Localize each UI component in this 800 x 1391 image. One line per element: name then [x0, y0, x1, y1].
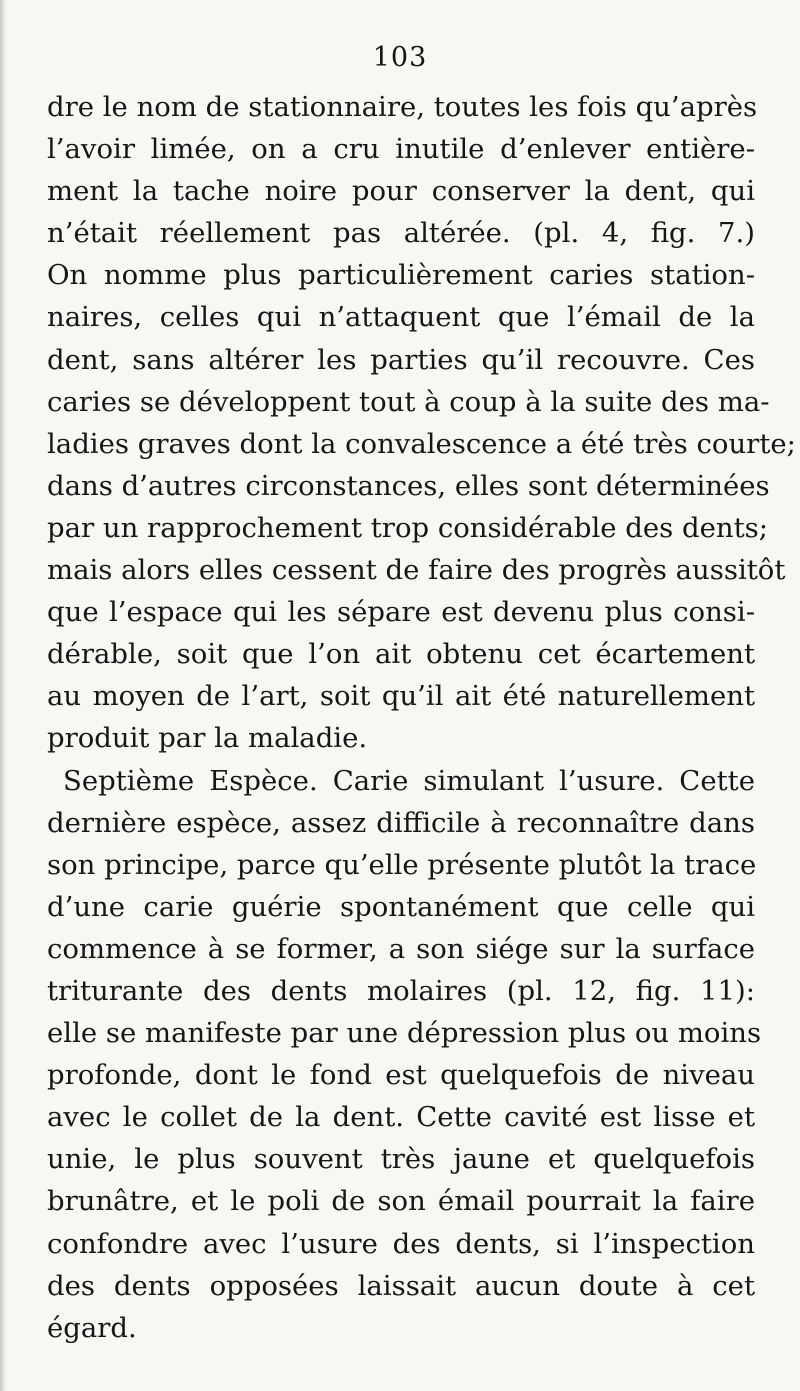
text-line: profonde, dont le fond est quelquefois de niveau	[47, 1059, 755, 1092]
text-line: brunâtre, et le poli de son émail pourrait la faire	[47, 1185, 755, 1218]
text-line: avec le collet de la dent. Cette cavité est lisse et	[47, 1101, 755, 1134]
text-line: au moyen de l’art, soit qu’il ait été naturellement	[47, 680, 755, 713]
text-line: On nomme plus particulièrement caries station-	[47, 259, 755, 292]
text-line: égard.	[47, 1311, 137, 1344]
text-line: dernière espèce, assez difficile à reconnaître dans	[47, 806, 755, 839]
body-text	[47, 86, 796, 1349]
text-line: ment la tache noire pour conserver la dent, qui	[47, 175, 755, 208]
text-line: unie, le plus souvent très jaune et quelquefois	[47, 1143, 755, 1176]
page-number: 103	[372, 42, 428, 73]
text-line: dent, sans altérer les parties qu’il recouvre. Ces	[47, 343, 755, 376]
text-line: dans d’autres circonstances, elles sont déterminées	[47, 469, 770, 502]
text-line: triturante des dents molaires (pl. 12, fig. 11):	[47, 974, 755, 1007]
text-line: naires, celles qui n’attaquent que l’émail de la	[47, 301, 755, 334]
text-line: que l’espace qui les sépare est devenu plus consi-	[47, 596, 755, 629]
text-line: l’avoir limée, on a cru inutile d’enlever entière-	[47, 133, 755, 166]
text-line: d’une carie guérie spontanément que celle qui	[47, 890, 755, 923]
text-line: mais alors elles cessent de faire des progrès aussitôt	[47, 554, 786, 587]
section-heading-line: Septième Espèce. Carie simulant l’usure. Cette	[63, 764, 755, 797]
page-edge-shadow	[0, 0, 6, 1391]
text-line: caries se développent tout à coup à la suite des ma-	[47, 385, 770, 418]
text-line: n’était réellement pas altérée. (pl. 4, fig. 7.)	[47, 217, 755, 250]
text-line: son principe, parce qu’elle présente plutôt la trace	[47, 848, 757, 881]
text-line: confondre avec l’usure des dents, si l’inspection	[47, 1227, 755, 1260]
text-line: commence à se former, a son siége sur la surface	[47, 932, 755, 965]
text-line: par un rapprochement trop considérable des dents;	[47, 511, 769, 544]
text-line: elle se manifeste par une dépression plus ou moins	[47, 1017, 762, 1050]
text-line: dre le nom de stationnaire, toutes les fois qu’après	[47, 91, 758, 123]
text-line: des dents opposées laissait aucun doute à cet	[47, 1269, 755, 1302]
text-line: ladies graves dont la convalescence a été très courte;	[47, 427, 796, 460]
text-line: dérable, soit que l’on ait obtenu cet écartement	[47, 638, 755, 671]
text-line: produit par la maladie.	[47, 722, 368, 755]
